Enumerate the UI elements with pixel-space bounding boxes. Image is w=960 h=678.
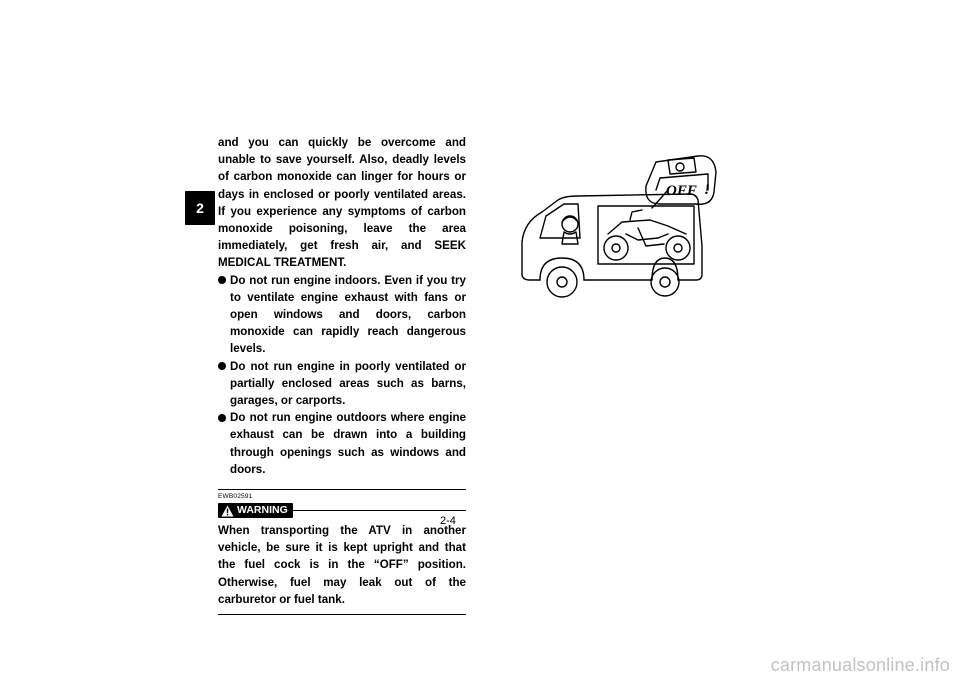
bullet-item: [218, 272, 466, 358]
warning-top-rule: [218, 489, 466, 490]
fuel-cock-off-label: OFF: [666, 183, 697, 199]
bullet-text: Do not run engine indoors. Even if you try to ventilate engine exhaust with fans or open windows and doors, carbon monoxide can rapidly reach dangerous levels.: [230, 273, 466, 356]
chapter-number: 2: [196, 200, 204, 216]
warning-triangle-icon: [221, 505, 234, 517]
warning-text: When transporting the ATV in another vehicle, be sure it is kept upright and that the fuel cock is in the “OFF” position. Otherwise, fuel may leak out of the carburetor or fuel tank.: [218, 524, 466, 606]
watermark: carmanualsonline.info: [770, 655, 950, 675]
warning-badge: [218, 503, 293, 518]
bullet-text: Do not run engine in poorly ventilated or partially enclosed areas such as barns, garages, or carports.: [230, 359, 466, 408]
chapter-tab: [185, 191, 215, 225]
van-atv-drawing: [518, 150, 726, 302]
svg-text:!: !: [704, 182, 710, 198]
bullet-text: Do not run engine outdoors where engine exhaust can be drawn into a building through openings such as windows and doors.: [230, 411, 466, 476]
bullet-item: [218, 358, 466, 410]
bullet-icon: [218, 276, 226, 284]
warning-label: WARNING: [237, 503, 288, 516]
bullet-icon: [218, 362, 226, 370]
warning-header-rule: [293, 510, 466, 511]
page-number: 2-4: [440, 515, 456, 527]
text-column: [218, 134, 466, 615]
warning-header: [218, 503, 466, 518]
bullet-item: [218, 409, 466, 478]
warning-bottom-rule: [218, 614, 466, 615]
warning-code: EWB02591: [218, 493, 253, 501]
bullet-icon: [218, 414, 226, 422]
bullet-list: [218, 272, 466, 478]
van-with-atv-illustration: [518, 150, 726, 302]
intro-paragraph: and you can quickly be overcome and unable to save yourself. Also, deadly levels of carbon monoxide can linger for hours or days in enclosed or poorly ventilated areas. If you experience any symptoms of carbon monoxide poisoning, leave the area immediately, get fresh air, and SEEK MEDICAL TREATMENT.: [218, 136, 466, 270]
